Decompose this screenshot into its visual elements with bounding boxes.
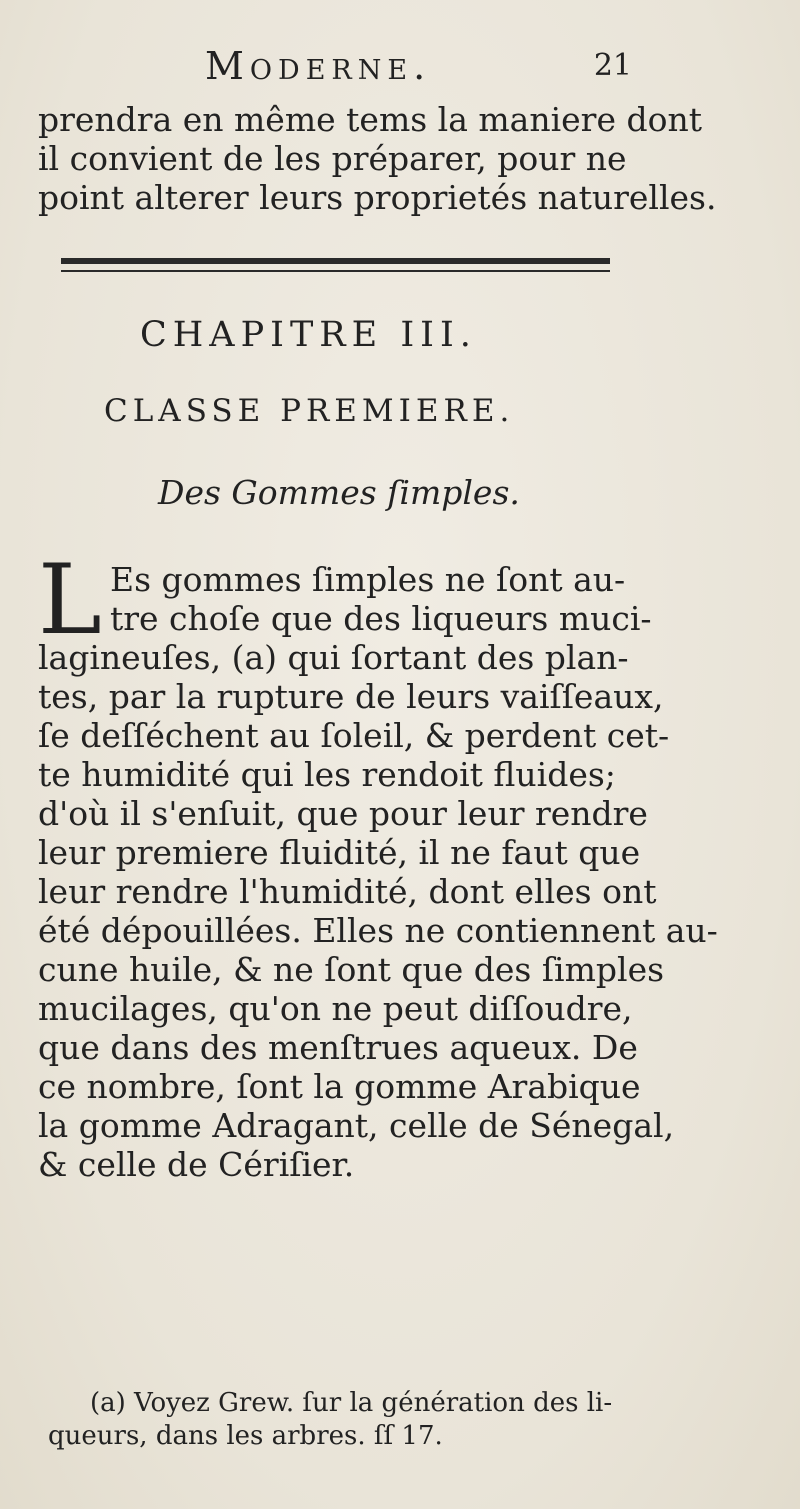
- text-line: lagineuſes, (a) qui ſortant des plan-: [38, 638, 629, 677]
- top-paragraph: [38, 100, 758, 217]
- text-line: leur premiere fluidité, il ne faut que: [38, 833, 641, 872]
- body-text: [38, 544, 758, 1184]
- text-line: mucilages, qu'on ne peut diſſoudre,: [38, 989, 633, 1028]
- footnote-line: queurs, dans les arbres. ſſ 17.: [48, 1421, 443, 1451]
- running-head: [0, 44, 800, 94]
- class-heading: CLASSE PREMIERE.: [104, 393, 515, 429]
- text-line: Es gommes ſimples ne ſont au-: [110, 560, 626, 599]
- text-line: point alterer leurs proprietés naturelles.: [38, 178, 717, 217]
- text-line: tre choſe que des liqueurs muci-: [110, 599, 652, 638]
- text-line: te humidité qui les rendoit fluides;: [38, 755, 616, 794]
- text-line: été dépouillées. Elles ne contiennent au-: [38, 911, 718, 950]
- text-line: d'où il s'enſuit, que pour leur rendre: [38, 794, 648, 833]
- page-number: 21: [593, 48, 632, 83]
- ornamental-rule-thin: [61, 270, 610, 272]
- text-line: il convient de les préparer, pour ne: [38, 139, 627, 178]
- text-line: tes, par la rupture de leurs vaiſſeaux,: [38, 677, 664, 716]
- section-heading: Des Gommes ſimples.: [158, 473, 520, 512]
- text-line: & celle de Cériſier.: [38, 1145, 355, 1184]
- drop-cap: L: [38, 544, 102, 656]
- chapter-heading: CHAPITRE III.: [140, 315, 477, 355]
- ornamental-rule-thick: [61, 258, 610, 264]
- text-line: prendra en même tems la maniere dont: [38, 100, 702, 139]
- text-line: la gomme Adragant, celle de Sénegal,: [38, 1106, 675, 1145]
- text-line: leur rendre l'humidité, dont elles ont: [38, 872, 657, 911]
- running-title: Moderne.: [205, 44, 432, 88]
- text-line: ſe deſſéchent au ſoleil, & perdent cet-: [38, 716, 670, 755]
- text-line: cune huile, & ne ſont que des ſimples: [38, 950, 665, 989]
- text-line: ce nombre, ſont la gomme Arabique: [38, 1067, 641, 1106]
- text-line: que dans des menſtrues aqueux. De: [38, 1028, 638, 1067]
- footnote-line: (a) Voyez Grew. ſur la génération des li-: [90, 1388, 613, 1418]
- footnote: [48, 1387, 768, 1453]
